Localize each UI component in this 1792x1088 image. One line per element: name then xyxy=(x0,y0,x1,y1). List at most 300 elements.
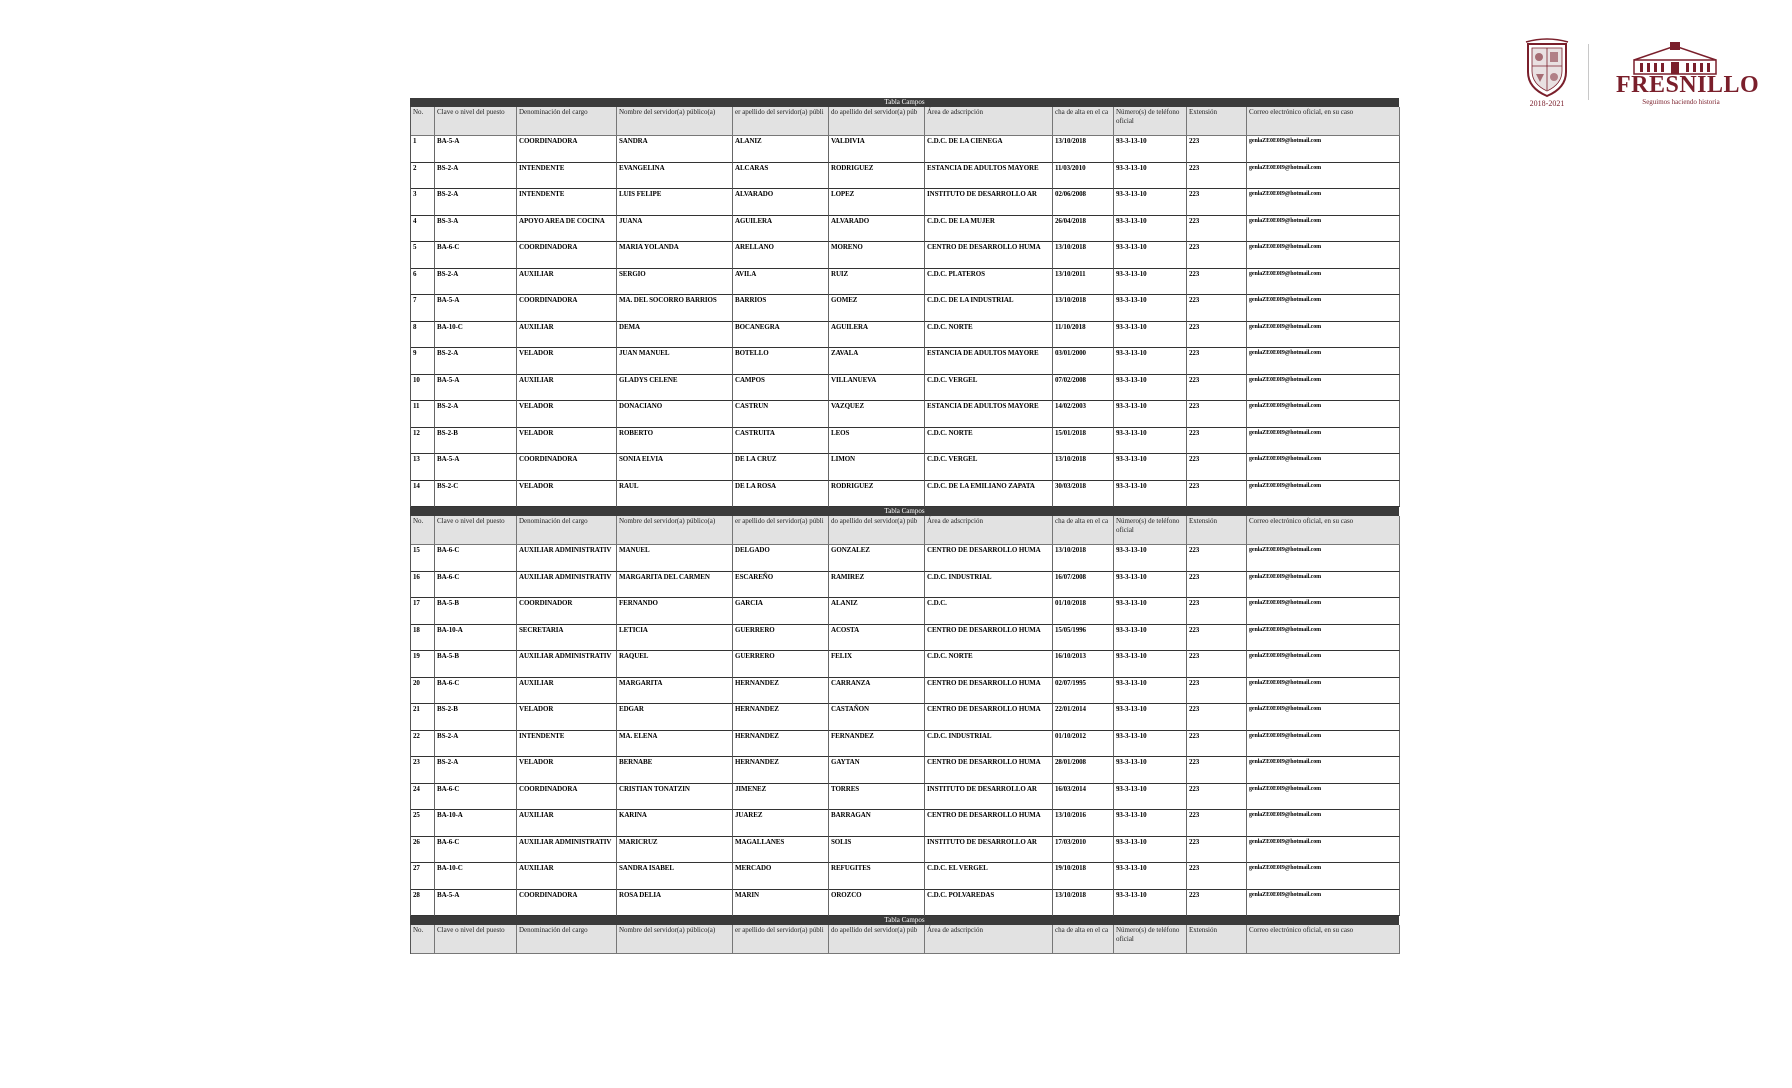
table-cell: genlaZE0E0I9@hotmail.com xyxy=(1247,837,1400,864)
table-cell: 13 xyxy=(411,454,435,481)
column-header: cha de alta en el ca xyxy=(1053,516,1114,545)
table-cell: 7 xyxy=(411,295,435,322)
table-cell: BA-5-A xyxy=(435,295,517,322)
table-cell: BS-2-A xyxy=(435,189,517,216)
table-cell: genlaZE0E0I9@hotmail.com xyxy=(1247,678,1400,705)
table-cell: MARGARITA DEL CARMEN xyxy=(617,572,733,599)
table-cell: AUXILIAR xyxy=(517,810,617,837)
table-cell: BS-2-A xyxy=(435,757,517,784)
table-row xyxy=(410,757,1399,784)
column-header: Extensión xyxy=(1187,925,1247,954)
table-cell: BA-5-A xyxy=(435,454,517,481)
table-cell: 93-3-13-10 xyxy=(1114,295,1187,322)
table-cell: 93-3-13-10 xyxy=(1114,428,1187,455)
column-header: Correo electrónico oficial, en su caso xyxy=(1247,925,1400,954)
table-cell: 23 xyxy=(411,757,435,784)
table-cell: INTENDENTE xyxy=(517,163,617,190)
column-header: Nombre del servidor(a) público(a) xyxy=(617,516,733,545)
column-header: No. xyxy=(411,925,435,954)
table-cell: 13/10/2016 xyxy=(1053,810,1114,837)
table-cell: GUERRERO xyxy=(733,651,829,678)
table-cell: JUANA xyxy=(617,216,733,243)
table-cell: GUERRERO xyxy=(733,625,829,652)
table-cell: ALANIZ xyxy=(733,136,829,163)
table-cell: ARELLANO xyxy=(733,242,829,269)
table-cell: RAQUEL xyxy=(617,651,733,678)
table-cell: 93-3-13-10 xyxy=(1114,545,1187,572)
table-cell: ESCAREÑO xyxy=(733,572,829,599)
table-cell: BS-2-B xyxy=(435,704,517,731)
table-cell: 223 xyxy=(1187,890,1247,917)
table-cell: 93-3-13-10 xyxy=(1114,810,1187,837)
table-cell: genlaZE0E0I9@hotmail.com xyxy=(1247,401,1400,428)
table-cell: BERNABE xyxy=(617,757,733,784)
table-cell: AUXILIAR xyxy=(517,322,617,349)
table-cell: genlaZE0E0I9@hotmail.com xyxy=(1247,189,1400,216)
table-cell: AGUILERA xyxy=(829,322,925,349)
table-cell: 13/10/2018 xyxy=(1053,454,1114,481)
table-row xyxy=(410,481,1399,508)
column-header: Número(s) de teléfono oficial xyxy=(1114,516,1187,545)
table-cell: genlaZE0E0I9@hotmail.com xyxy=(1247,481,1400,508)
table-cell: RODRIGUEZ xyxy=(829,163,925,190)
column-header: Nombre del servidor(a) público(a) xyxy=(617,107,733,136)
table-row xyxy=(410,678,1399,705)
table-cell: SANDRA xyxy=(617,136,733,163)
table-cell: 223 xyxy=(1187,216,1247,243)
table-cell: CENTRO DE DESARROLLO HUMA xyxy=(925,678,1053,705)
table-cell: 28 xyxy=(411,890,435,917)
personnel-table xyxy=(410,98,1399,954)
table-cell: genlaZE0E0I9@hotmail.com xyxy=(1247,651,1400,678)
table-cell: 26 xyxy=(411,837,435,864)
table-cell: CENTRO DE DESARROLLO HUMA xyxy=(925,757,1053,784)
table-cell: 20 xyxy=(411,678,435,705)
column-header: cha de alta en el ca xyxy=(1053,107,1114,136)
table-cell: COORDINADORA xyxy=(517,454,617,481)
table-cell: 93-3-13-10 xyxy=(1114,348,1187,375)
table-cell: ALVARADO xyxy=(829,216,925,243)
table-cell: MAGALLANES xyxy=(733,837,829,864)
table-cell: KARINA xyxy=(617,810,733,837)
table-cell: BOTELLO xyxy=(733,348,829,375)
table-cell: 223 xyxy=(1187,625,1247,652)
table-cell: COORDINADORA xyxy=(517,784,617,811)
table-cell: 18 xyxy=(411,625,435,652)
table-row xyxy=(410,375,1399,402)
table-cell: ESTANCIA DE ADULTOS MAYORE xyxy=(925,401,1053,428)
table-cell: INTENDENTE xyxy=(517,731,617,758)
column-header: Extensión xyxy=(1187,516,1247,545)
table-cell: BS-2-A xyxy=(435,163,517,190)
table-cell: genlaZE0E0I9@hotmail.com xyxy=(1247,375,1400,402)
header-logos xyxy=(1518,38,1760,108)
table-cell: CARRANZA xyxy=(829,678,925,705)
table-cell: SANDRA ISABEL xyxy=(617,863,733,890)
table-cell: GLADYS CELENE xyxy=(617,375,733,402)
table-cell: 14 xyxy=(411,481,435,508)
table-cell: VELADOR xyxy=(517,757,617,784)
table-cell: C.D.C. PLATEROS xyxy=(925,269,1053,296)
table-cell: BS-2-A xyxy=(435,269,517,296)
table-cell: genlaZE0E0I9@hotmail.com xyxy=(1247,322,1400,349)
table-cell: 11 xyxy=(411,401,435,428)
table-cell: EDGAR xyxy=(617,704,733,731)
table-cell: GONZALEZ xyxy=(829,545,925,572)
table-cell: AVILA xyxy=(733,269,829,296)
table-cell: SOLIS xyxy=(829,837,925,864)
table-cell: genlaZE0E0I9@hotmail.com xyxy=(1247,625,1400,652)
table-cell: HERNANDEZ xyxy=(733,704,829,731)
table-cell: 223 xyxy=(1187,545,1247,572)
table-cell: 01/10/2012 xyxy=(1053,731,1114,758)
table-cell: 223 xyxy=(1187,454,1247,481)
table-cell: ROSA DELIA xyxy=(617,890,733,917)
table-cell: VALDIVIA xyxy=(829,136,925,163)
table-cell: 93-3-13-10 xyxy=(1114,651,1187,678)
table-cell: BA-5-A xyxy=(435,890,517,917)
table-cell: 5 xyxy=(411,242,435,269)
column-header: er apellido del servidor(a) públi xyxy=(733,107,829,136)
table-cell: MARIA YOLANDA xyxy=(617,242,733,269)
table-cell: RODRIGUEZ xyxy=(829,481,925,508)
table-cell: 223 xyxy=(1187,678,1247,705)
table-cell: SECRETARIA xyxy=(517,625,617,652)
table-cell: CENTRO DE DESARROLLO HUMA xyxy=(925,704,1053,731)
table-cell: BA-5-B xyxy=(435,598,517,625)
table-cell: MORENO xyxy=(829,242,925,269)
column-header: Área de adscripción xyxy=(925,516,1053,545)
table-cell: OROZCO xyxy=(829,890,925,917)
table-cell: LETICIA xyxy=(617,625,733,652)
table-cell: 19 xyxy=(411,651,435,678)
table-cell: DE LA CRUZ xyxy=(733,454,829,481)
table-cell: MANUEL xyxy=(617,545,733,572)
table-cell: VELADOR xyxy=(517,428,617,455)
table-cell: ALCARAS xyxy=(733,163,829,190)
table-cell: 16/07/2008 xyxy=(1053,572,1114,599)
table-cell: 223 xyxy=(1187,598,1247,625)
table-cell: FERNANDEZ xyxy=(829,731,925,758)
table-cell: 223 xyxy=(1187,189,1247,216)
table-cell: RUIZ xyxy=(829,269,925,296)
table-row xyxy=(410,189,1399,216)
table-cell: DE LA ROSA xyxy=(733,481,829,508)
table-row xyxy=(410,704,1399,731)
table-cell: AUXILIAR ADMINISTRATIV xyxy=(517,572,617,599)
table-cell: CENTRO DE DESARROLLO HUMA xyxy=(925,625,1053,652)
table-cell: 223 xyxy=(1187,295,1247,322)
table-cell: C.D.C. DE LA CIENEGA xyxy=(925,136,1053,163)
table-cell: genlaZE0E0I9@hotmail.com xyxy=(1247,348,1400,375)
table-cell: 15/01/2018 xyxy=(1053,428,1114,455)
table-cell: 3 xyxy=(411,189,435,216)
table-cell: LEOS xyxy=(829,428,925,455)
column-header: cha de alta en el ca xyxy=(1053,925,1114,954)
table-cell: 93-3-13-10 xyxy=(1114,454,1187,481)
table-cell: APOYO AREA DE COCINA xyxy=(517,216,617,243)
table-cell: 223 xyxy=(1187,401,1247,428)
table-cell: 93-3-13-10 xyxy=(1114,731,1187,758)
table-cell: 17/03/2010 xyxy=(1053,837,1114,864)
logo-divider xyxy=(1588,44,1589,100)
table-cell: COORDINADORA xyxy=(517,136,617,163)
table-cell: genlaZE0E0I9@hotmail.com xyxy=(1247,704,1400,731)
column-header: Extensión xyxy=(1187,107,1247,136)
table-row xyxy=(410,837,1399,864)
brand-slogan: Seguimos haciendo historia xyxy=(1642,98,1720,106)
table-cell: 93-3-13-10 xyxy=(1114,598,1187,625)
table-cell: BOCANEGRA xyxy=(733,322,829,349)
table-cell: FERNANDO xyxy=(617,598,733,625)
table-cell: 13/10/2018 xyxy=(1053,136,1114,163)
table-cell: MERCADO xyxy=(733,863,829,890)
column-header: No. xyxy=(411,107,435,136)
table-cell: C.D.C. DE LA EMILIANO ZAPATA xyxy=(925,481,1053,508)
table-cell: genlaZE0E0I9@hotmail.com xyxy=(1247,757,1400,784)
table-cell: AUXILIAR ADMINISTRATIV xyxy=(517,837,617,864)
table-cell: CENTRO DE DESARROLLO HUMA xyxy=(925,242,1053,269)
column-header: er apellido del servidor(a) públi xyxy=(733,516,829,545)
table-cell: 8 xyxy=(411,322,435,349)
table-cell: 11/03/2010 xyxy=(1053,163,1114,190)
table-row xyxy=(410,136,1399,163)
table-cell: BA-6-C xyxy=(435,545,517,572)
table-cell: 15/05/1996 xyxy=(1053,625,1114,652)
table-cell: JUAN MANUEL xyxy=(617,348,733,375)
table-cell: 223 xyxy=(1187,163,1247,190)
table-cell: AUXILIAR xyxy=(517,678,617,705)
table-cell: CASTRUITA xyxy=(733,428,829,455)
table-cell: 13/10/2018 xyxy=(1053,890,1114,917)
table-cell: BS-2-B xyxy=(435,428,517,455)
table-cell: BA-6-C xyxy=(435,784,517,811)
table-cell: ROBERTO xyxy=(617,428,733,455)
table-cell: C.D.C. NORTE xyxy=(925,651,1053,678)
table-cell: 93-3-13-10 xyxy=(1114,481,1187,508)
column-header: er apellido del servidor(a) públi xyxy=(733,925,829,954)
table-cell: 93-3-13-10 xyxy=(1114,784,1187,811)
table-cell: 223 xyxy=(1187,136,1247,163)
table-row xyxy=(410,454,1399,481)
table-cell: INSTITUTO DE DESARROLLO AR xyxy=(925,784,1053,811)
table-cell: 13/10/2018 xyxy=(1053,545,1114,572)
municipal-seal-icon xyxy=(1518,38,1576,106)
table-cell: HERNANDEZ xyxy=(733,678,829,705)
table-cell: 93-3-13-10 xyxy=(1114,704,1187,731)
table-cell: genlaZE0E0I9@hotmail.com xyxy=(1247,163,1400,190)
table-cell: 02/06/2008 xyxy=(1053,189,1114,216)
table-row xyxy=(410,322,1399,349)
table-cell: 223 xyxy=(1187,837,1247,864)
table-cell: BA-10-C xyxy=(435,322,517,349)
table-cell: AUXILIAR xyxy=(517,375,617,402)
table-cell: FELIX xyxy=(829,651,925,678)
table-cell: BS-2-A xyxy=(435,731,517,758)
table-cell: MARGARITA xyxy=(617,678,733,705)
table-cell: LOPEZ xyxy=(829,189,925,216)
table-cell: MA. ELENA xyxy=(617,731,733,758)
table-cell: REFUGITES xyxy=(829,863,925,890)
table-cell: 4 xyxy=(411,216,435,243)
table-cell: C.D.C. EL VERGEL xyxy=(925,863,1053,890)
table-row xyxy=(410,545,1399,572)
table-cell: BS-3-A xyxy=(435,216,517,243)
table-cell: 93-3-13-10 xyxy=(1114,375,1187,402)
table-cell: genlaZE0E0I9@hotmail.com xyxy=(1247,572,1400,599)
column-header: Correo electrónico oficial, en su caso xyxy=(1247,107,1400,136)
column-header: No. xyxy=(411,516,435,545)
table-cell: genlaZE0E0I9@hotmail.com xyxy=(1247,428,1400,455)
table-cell: 16/03/2014 xyxy=(1053,784,1114,811)
table-cell: 13/10/2011 xyxy=(1053,269,1114,296)
table-row xyxy=(410,890,1399,917)
table-cell: 16 xyxy=(411,572,435,599)
table-cell: genlaZE0E0I9@hotmail.com xyxy=(1247,216,1400,243)
table-cell: 17 xyxy=(411,598,435,625)
table-cell: CENTRO DE DESARROLLO HUMA xyxy=(925,545,1053,572)
table-cell: 22/01/2014 xyxy=(1053,704,1114,731)
table-cell: CENTRO DE DESARROLLO HUMA xyxy=(925,810,1053,837)
table-cell: EVANGELINA xyxy=(617,163,733,190)
table-cell: genlaZE0E0I9@hotmail.com xyxy=(1247,784,1400,811)
table-cell: 9 xyxy=(411,348,435,375)
table-row xyxy=(410,810,1399,837)
table-cell: CAMPOS xyxy=(733,375,829,402)
table-cell: VELADOR xyxy=(517,401,617,428)
table-cell: DONACIANO xyxy=(617,401,733,428)
table-cell: BARRIOS xyxy=(733,295,829,322)
table-cell: 6 xyxy=(411,269,435,296)
table-cell: 93-3-13-10 xyxy=(1114,625,1187,652)
table-cell: 12 xyxy=(411,428,435,455)
table-row xyxy=(410,651,1399,678)
table-cell: C.D.C. INDUSTRIAL xyxy=(925,572,1053,599)
table-cell: AUXILIAR ADMINISTRATIV xyxy=(517,651,617,678)
column-header: Área de adscripción xyxy=(925,107,1053,136)
table-cell: genlaZE0E0I9@hotmail.com xyxy=(1247,295,1400,322)
column-header: Número(s) de teléfono oficial xyxy=(1114,925,1187,954)
table-header-row xyxy=(410,107,1399,136)
table-cell: genlaZE0E0I9@hotmail.com xyxy=(1247,136,1400,163)
table-cell: 02/07/1995 xyxy=(1053,678,1114,705)
table-cell: SONIA ELVIA xyxy=(617,454,733,481)
table-cell: C.D.C. DE LA MUJER xyxy=(925,216,1053,243)
seal-years: 2018-2021 xyxy=(1529,99,1565,108)
table-cell: genlaZE0E0I9@hotmail.com xyxy=(1247,242,1400,269)
table-row xyxy=(410,163,1399,190)
table-cell: ALANIZ xyxy=(829,598,925,625)
table-cell: 11/10/2018 xyxy=(1053,322,1114,349)
table-cell: BA-10-A xyxy=(435,625,517,652)
table-cell: 93-3-13-10 xyxy=(1114,757,1187,784)
table-cell: genlaZE0E0I9@hotmail.com xyxy=(1247,890,1400,917)
column-header: Número(s) de teléfono oficial xyxy=(1114,107,1187,136)
table-cell: LUIS FELIPE xyxy=(617,189,733,216)
table-cell: 03/01/2000 xyxy=(1053,348,1114,375)
table-cell: COORDINADOR xyxy=(517,598,617,625)
table-cell: 93-3-13-10 xyxy=(1114,863,1187,890)
column-header: do apellido del servidor(a) púb xyxy=(829,107,925,136)
table-cell: C.D.C. xyxy=(925,598,1053,625)
table-cell: 93-3-13-10 xyxy=(1114,322,1187,349)
table-cell: GARCIA xyxy=(733,598,829,625)
table-cell: 13/10/2018 xyxy=(1053,242,1114,269)
table-cell: CASTRUN xyxy=(733,401,829,428)
table-cell: 93-3-13-10 xyxy=(1114,216,1187,243)
table-row xyxy=(410,348,1399,375)
table-cell: 223 xyxy=(1187,784,1247,811)
table-cell: INTENDENTE xyxy=(517,189,617,216)
table-cell: VELADOR xyxy=(517,704,617,731)
table-cell: COORDINADORA xyxy=(517,890,617,917)
table-cell: BS-2-A xyxy=(435,401,517,428)
table-cell: BA-5-A xyxy=(435,375,517,402)
column-header: Nombre del servidor(a) público(a) xyxy=(617,925,733,954)
table-cell: JIMENEZ xyxy=(733,784,829,811)
table-cell: BA-6-C xyxy=(435,678,517,705)
table-cell: ZAVALA xyxy=(829,348,925,375)
table-cell: 28/01/2008 xyxy=(1053,757,1114,784)
table-cell: 223 xyxy=(1187,242,1247,269)
table-cell: C.D.C. INDUSTRIAL xyxy=(925,731,1053,758)
table-cell: CRISTIAN TONATZIN xyxy=(617,784,733,811)
building-icon xyxy=(1630,42,1720,76)
table-row xyxy=(410,625,1399,652)
table-row xyxy=(410,242,1399,269)
table-cell: AGUILERA xyxy=(733,216,829,243)
table-cell: 27 xyxy=(411,863,435,890)
table-cell: 223 xyxy=(1187,757,1247,784)
table-cell: 07/02/2008 xyxy=(1053,375,1114,402)
table-cell: 30/03/2018 xyxy=(1053,481,1114,508)
table-cell: AUXILIAR xyxy=(517,269,617,296)
table-cell: 93-3-13-10 xyxy=(1114,269,1187,296)
table-section-title: Tabla Campos xyxy=(410,507,1399,516)
table-cell: C.D.C. VERGEL xyxy=(925,375,1053,402)
table-cell: 223 xyxy=(1187,322,1247,349)
table-row xyxy=(410,295,1399,322)
table-row xyxy=(410,731,1399,758)
table-cell: 223 xyxy=(1187,704,1247,731)
table-cell: 223 xyxy=(1187,481,1247,508)
table-header-row xyxy=(410,925,1399,954)
table-cell: BA-6-C xyxy=(435,572,517,599)
table-cell: genlaZE0E0I9@hotmail.com xyxy=(1247,545,1400,572)
table-row xyxy=(410,863,1399,890)
table-cell: AUXILIAR xyxy=(517,863,617,890)
table-cell: BA-10-C xyxy=(435,863,517,890)
table-cell: 223 xyxy=(1187,428,1247,455)
table-cell: 93-3-13-10 xyxy=(1114,678,1187,705)
table-cell: genlaZE0E0I9@hotmail.com xyxy=(1247,598,1400,625)
table-cell: 22 xyxy=(411,731,435,758)
table-cell: VELADOR xyxy=(517,481,617,508)
table-cell: BA-10-A xyxy=(435,810,517,837)
table-cell: BA-5-A xyxy=(435,136,517,163)
table-cell: genlaZE0E0I9@hotmail.com xyxy=(1247,731,1400,758)
table-cell: 223 xyxy=(1187,375,1247,402)
table-row xyxy=(410,784,1399,811)
table-cell: 26/04/2018 xyxy=(1053,216,1114,243)
table-cell: 10 xyxy=(411,375,435,402)
table-cell: CASTAÑON xyxy=(829,704,925,731)
table-cell: C.D.C. NORTE xyxy=(925,322,1053,349)
table-cell: 25 xyxy=(411,810,435,837)
table-cell: 93-3-13-10 xyxy=(1114,136,1187,163)
table-cell: MARICRUZ xyxy=(617,837,733,864)
table-cell: TORRES xyxy=(829,784,925,811)
